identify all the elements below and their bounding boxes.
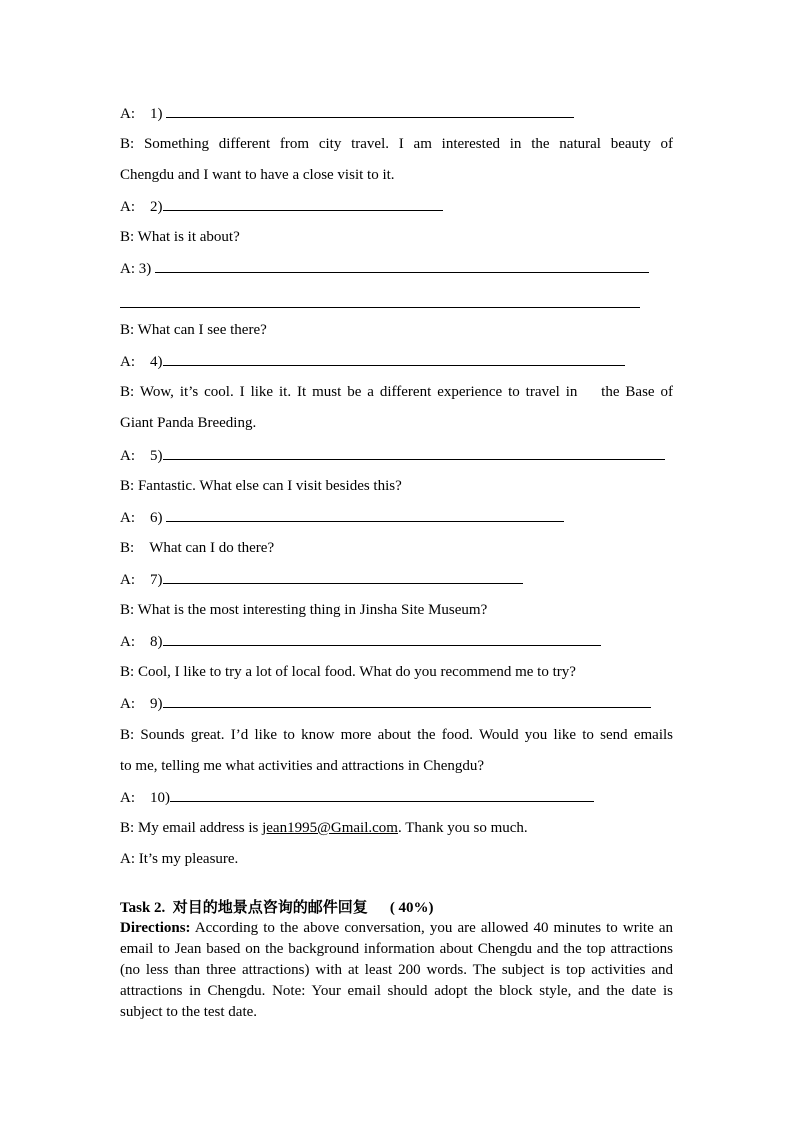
dialogue-line-21 [120,756,680,776]
dialogue-text: Wow, it’s cool. I like it. It must be a different experience to travel in the Base of [139,384,673,400]
dialogue-text: Chengdu and I want to have a close visit to it. [120,167,395,183]
answer-blank-1[interactable] [166,103,574,118]
dialogue-text: What is the most interesting thing in Jinsha Site Museum? [137,602,488,618]
speaker-b: B: [120,384,135,400]
blank-number: 8) [150,634,163,650]
speaker-a: A: [120,851,135,867]
task-percent: ( 40%) [389,900,434,916]
dialogue-line-4 [120,196,680,217]
blank-number: 9) [150,696,163,712]
dialogue-line-22 [120,787,680,808]
dialogue-line-15 [120,569,680,590]
blank-number: 6) [150,510,163,526]
dialogue-line-6 [120,258,680,279]
speaker-a: A: [120,354,135,370]
dialogue-text: to me, telling me what activities and attractions in Chengdu? [120,758,485,774]
dialogue-text: Something different from city travel. I am interested in the natural beauty of [143,136,673,152]
answer-blank-4[interactable] [163,351,625,366]
speaker-b: B: [120,136,135,152]
speaker-a: A: [120,510,135,526]
answer-blank-8[interactable] [163,631,601,646]
dialogue-text: Fantastic. What else can I visit besides this? [137,478,402,494]
task-title: Task 2. 对目的地景点咨询的邮件回复 [120,900,368,916]
speaker-a: A: [120,199,135,215]
answer-blank-3-continuation[interactable] [120,307,640,308]
blank-number: 10) [150,790,170,806]
answer-blank-2[interactable] [163,196,443,211]
directions-text: According to the above conversation, you are allowed 40 minutes to write an email to Jean based on the background information about Chengdu and the top attractions (no less than three attractions) with at least 200 words. The subject is top activities and attractions in Chengdu. Note: Your email should adopt the block style, and the date is subject to the test date. [120,920,673,1020]
answer-blank-7[interactable] [163,569,523,584]
dialogue-line-20 [120,725,673,745]
speaker-a: A: [120,696,135,712]
speaker-b: B: [120,229,135,245]
dialogue-line-19 [120,693,680,714]
dialogue-line-11 [120,445,680,466]
task-heading [120,898,434,918]
dialogue-text: What is it about? [137,229,240,245]
dialogue-line-23 [120,818,680,838]
blank-number: 1) [150,106,163,122]
email-link[interactable]: jean1995@Gmail.com [262,820,398,836]
dialogue-line-13 [120,507,680,528]
speaker-b: B: [120,727,135,743]
dialogue-line-18 [120,662,680,682]
dialogue-line-3 [120,165,680,185]
speaker-a: A: [120,106,135,122]
answer-blank-9[interactable] [163,693,651,708]
dialogue-line-5 [120,227,680,247]
speaker-b: B: [120,478,135,494]
speaker-b: B: [120,664,135,680]
task-directions [120,918,673,1023]
dialogue-text: . Thank you so much. [397,820,528,836]
dialogue-line-9 [120,382,673,402]
answer-blank-3[interactable] [155,258,649,273]
dialogue-text: It’s my pleasure. [138,851,239,867]
blank-number: 4) [150,354,163,370]
dialogue-text: What can I see there? [137,322,267,338]
answer-blank-5[interactable] [163,445,665,460]
speaker-a: A: [120,261,135,277]
dialogue-line-1 [120,103,680,124]
blank-number: 7) [150,572,163,588]
dialogue-line-7 [120,320,680,340]
blank-number: 3) [138,261,152,277]
dialogue-line-10 [120,413,680,433]
speaker-a: A: [120,448,135,464]
dialogue-text: Giant Panda Breeding. [120,415,257,431]
dialogue-text: What can I do there? [149,540,275,556]
answer-blank-10[interactable] [170,787,594,802]
blank-number: 5) [150,448,163,464]
directions-label: Directions: [120,920,191,936]
speaker-a: A: [120,634,135,650]
dialogue-text: My email address is [137,820,263,836]
dialogue-text: Cool, I like to try a lot of local food. What do you recommend me to try? [137,664,576,680]
dialogue-line-17 [120,631,680,652]
speaker-b: B: [120,540,135,556]
dialogue-line-12 [120,476,680,496]
dialogue-line-8 [120,351,680,372]
speaker-b: B: [120,602,135,618]
speaker-a: A: [120,790,135,806]
dialogue-line-14 [120,538,680,558]
answer-blank-6[interactable] [166,507,564,522]
dialogue-text: Sounds great. I’d like to know more about the food. Would you like to send emails [140,727,674,743]
speaker-b: B: [120,322,135,338]
speaker-a: A: [120,572,135,588]
dialogue-line-16 [120,600,680,620]
speaker-b: B: [120,820,135,836]
dialogue-line-24 [120,849,680,869]
blank-number: 2) [150,199,163,215]
dialogue-line-2 [120,134,673,154]
